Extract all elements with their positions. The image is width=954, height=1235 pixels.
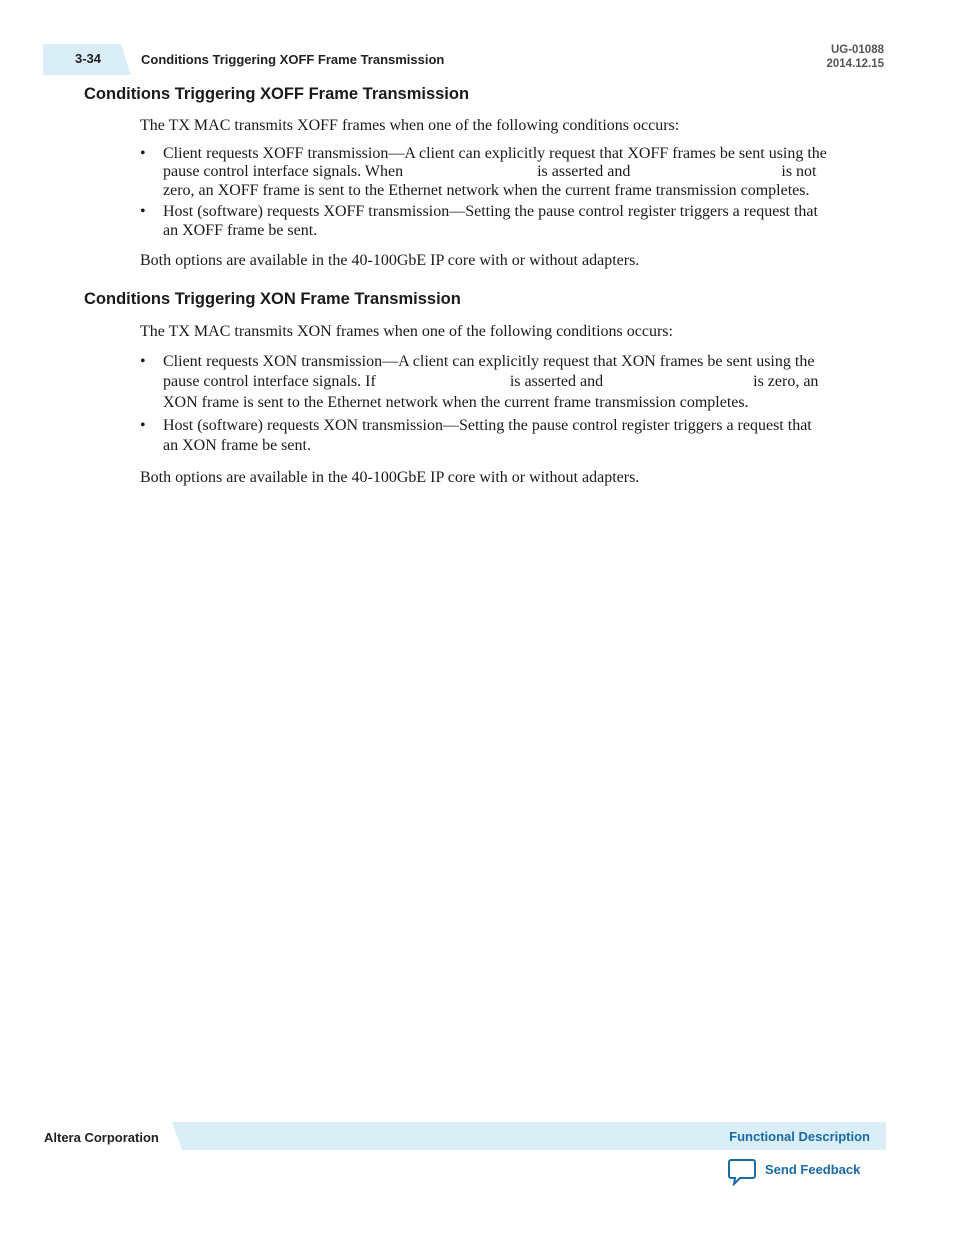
section-intro: The TX MAC transmits XON frames when one of the following conditions occurs: bbox=[140, 323, 673, 340]
bullet-text: is asserted and bbox=[509, 373, 604, 390]
bullet-text: is asserted and bbox=[537, 163, 631, 180]
bullet-line: Host (software) requests XON transmission—Setting the pause control register triggers a request that bbox=[163, 417, 812, 434]
bullet-text: pause control interface signals. When bbox=[163, 163, 404, 180]
bullet-line-with-signals bbox=[163, 373, 818, 391]
bullet-dot: • bbox=[140, 145, 146, 162]
bullet-line: Client requests XOFF transmission—A client can explicitly request that XOFF frames be sent using the bbox=[163, 145, 827, 162]
bullet-line: an XOFF frame be sent. bbox=[163, 222, 318, 239]
doc-info bbox=[826, 43, 884, 71]
bullet-line: Client requests XON transmission—A client can explicitly request that XON frames be sent using the bbox=[163, 353, 815, 370]
section-heading: Conditions Triggering XOFF Frame Transmission bbox=[84, 85, 470, 103]
bullet-text: is not bbox=[781, 163, 817, 180]
bullet-line: Host (software) requests XOFF transmission—Setting the pause control register triggers a request that bbox=[163, 203, 818, 220]
bullet-dot: • bbox=[140, 353, 146, 370]
page-number: 3-34 bbox=[75, 51, 102, 66]
bullet-line: zero, an XOFF frame is sent to the Ethernet network when the current frame transmission completes. bbox=[163, 182, 810, 199]
section-heading: Conditions Triggering XON Frame Transmission bbox=[84, 290, 461, 308]
send-feedback-label: Send Feedback bbox=[765, 1162, 861, 1177]
doc-date: 2014.12.15 bbox=[826, 58, 884, 70]
bullet-text: pause control interface signals. If bbox=[163, 373, 376, 390]
speech-bubble-icon bbox=[727, 1158, 757, 1186]
bullet-dot: • bbox=[140, 203, 146, 220]
section-closing: Both options are available in the 40-100GbE IP core with or without adapters. bbox=[140, 469, 640, 486]
doc-id: UG-01088 bbox=[830, 44, 884, 56]
bullet-text: is zero, an bbox=[753, 373, 819, 390]
bullet-line: XON frame is sent to the Ethernet network when the current frame transmission completes. bbox=[163, 394, 749, 411]
company-name: Altera Corporation bbox=[44, 1130, 159, 1145]
running-title: Conditions Triggering XOFF Frame Transmission bbox=[141, 52, 445, 67]
bullet-line-with-signals bbox=[163, 163, 817, 181]
section-link[interactable]: Functional Description bbox=[729, 1129, 870, 1144]
bullet-line: an XON frame be sent. bbox=[163, 437, 311, 454]
bullet-dot: • bbox=[140, 417, 146, 434]
section-closing: Both options are available in the 40-100GbE IP core with or without adapters. bbox=[140, 252, 640, 269]
section-intro: The TX MAC transmits XOFF frames when one of the following conditions occurs: bbox=[140, 117, 680, 134]
